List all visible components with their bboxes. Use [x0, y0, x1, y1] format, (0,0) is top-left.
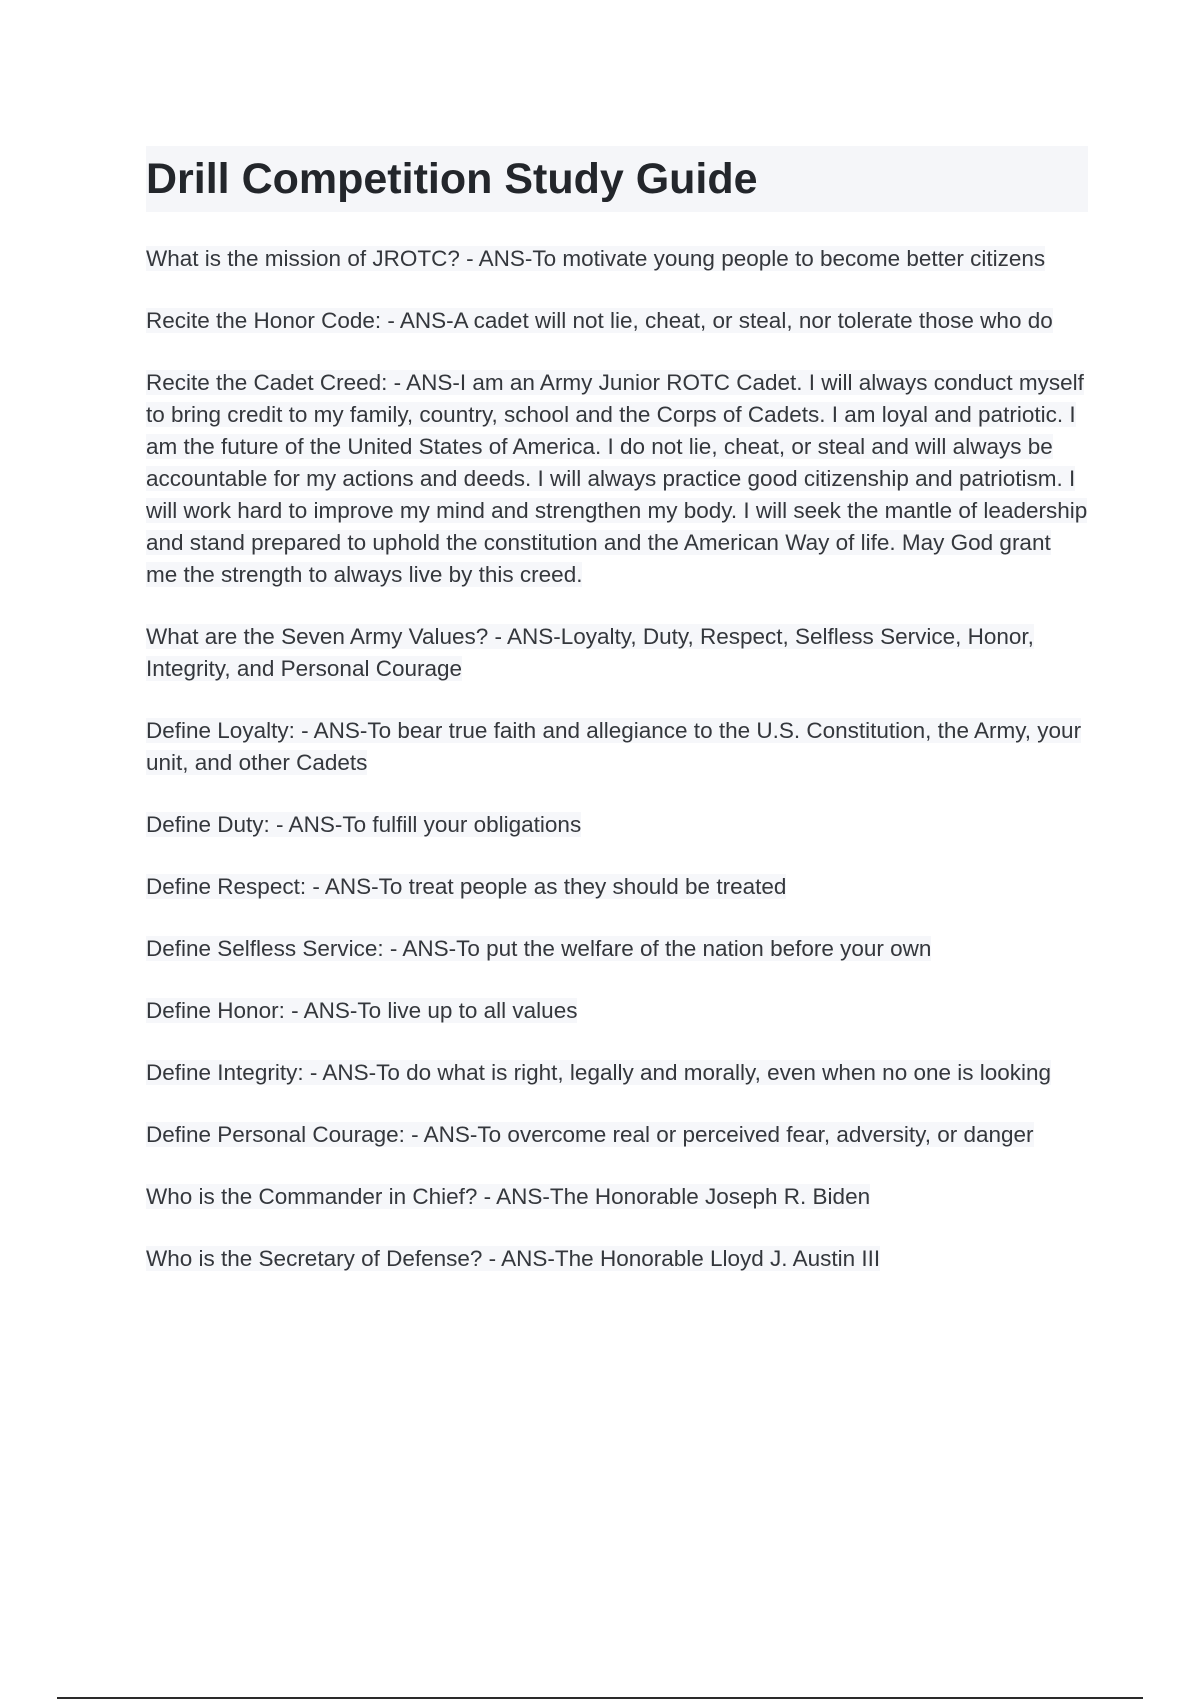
- qa-text: Define Honor: - ANS-To live up to all values: [146, 998, 578, 1023]
- qa-text: What are the Seven Army Values? - ANS-Loyalty, Duty, Respect, Selfless Service, Honor, Integrity, and Personal Courage: [146, 624, 1034, 681]
- page-title: Drill Competition Study Guide: [146, 155, 758, 203]
- qa-text: Define Personal Courage: - ANS-To overcome real or perceived fear, adversity, or danger: [146, 1122, 1034, 1147]
- qa-text: Define Selfless Service: - ANS-To put the welfare of the nation before your own: [146, 936, 932, 961]
- qa-text: Recite the Honor Code: - ANS-A cadet will not lie, cheat, or steal, nor tolerate those who do: [146, 308, 1053, 333]
- qa-item: [146, 305, 1088, 337]
- qa-text: Define Respect: - ANS-To treat people as they should be treated: [146, 874, 787, 899]
- qa-item: [146, 243, 1088, 275]
- qa-item: [146, 715, 1088, 779]
- qa-item: [146, 809, 1088, 841]
- qa-text: Who is the Commander in Chief? - ANS-The Honorable Joseph R. Biden: [146, 1184, 871, 1209]
- qa-text: What is the mission of JROTC? - ANS-To motivate young people to become better citizens: [146, 246, 1046, 271]
- qa-item: [146, 1181, 1088, 1213]
- title-bar: [146, 146, 1088, 212]
- qa-item: [146, 621, 1088, 685]
- qa-text: Define Integrity: - ANS-To do what is right, legally and morally, even when no one is looking: [146, 1060, 1052, 1085]
- qa-item: [146, 1057, 1088, 1089]
- qa-item: [146, 933, 1088, 965]
- qa-item: [146, 1243, 1088, 1275]
- qa-text: Define Duty: - ANS-To fulfill your obligations: [146, 812, 582, 837]
- qa-text: Recite the Cadet Creed: - ANS-I am an Army Junior ROTC Cadet. I will always conduct myself to bring credit to my family, country, school and the Corps of Cadets. I am loyal and patriotic. I am the future of the United States of America. I do not lie, cheat, or steal and will always be accountable for my actions and deeds. I will always practice good citizenship and patriotism. I will work hard to improve my mind and strengthen my body. I will seek the mantle of leadership and stand prepared to uphold the constitution and the American Way of life. May God grant me the strength to always live by this creed.: [146, 370, 1088, 587]
- qa-item: [146, 995, 1088, 1027]
- qa-list: [146, 243, 1088, 1305]
- qa-text: Who is the Secretary of Defense? - ANS-The Honorable Lloyd J. Austin III: [146, 1246, 881, 1271]
- qa-item: [146, 871, 1088, 903]
- qa-item: [146, 367, 1088, 591]
- footer-divider: [57, 1697, 1143, 1699]
- qa-item: [146, 1119, 1088, 1151]
- qa-text: Define Loyalty: - ANS-To bear true faith and allegiance to the U.S. Constitution, the Army, your unit, and other Cadets: [146, 718, 1082, 775]
